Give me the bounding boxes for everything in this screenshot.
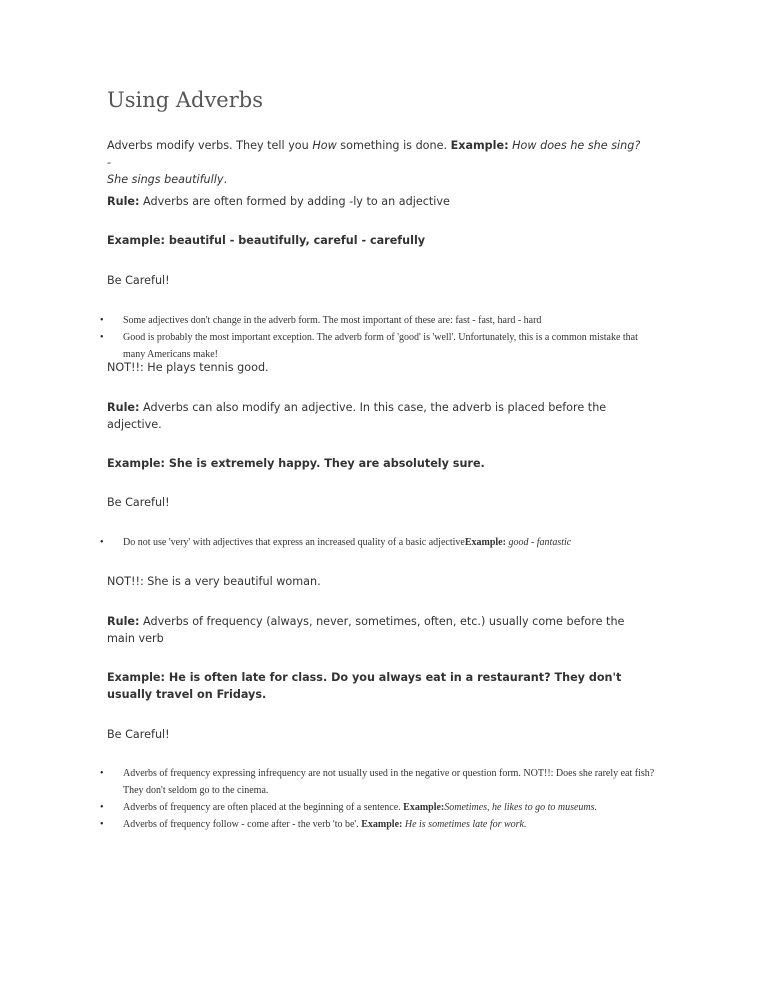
rule-1-label: Rule: bbox=[107, 195, 140, 208]
rule-3-label: Rule: bbox=[107, 615, 140, 628]
intro-paragraph bbox=[107, 137, 647, 188]
list-item-text: Good is probably the most important exception. The adverb form of 'good' is 'well'. Unfortunately, this is a common mistake that many Americans make! bbox=[123, 332, 638, 360]
careful-list-2 bbox=[0, 534, 660, 551]
page-title: Using Adverbs bbox=[107, 88, 263, 112]
list-item-text: Adverbs of frequency are often placed at the beginning of a sentence. bbox=[123, 802, 404, 813]
list-item bbox=[0, 312, 660, 329]
list-item-example-text: Sometimes, he likes to go to museums. bbox=[444, 802, 598, 813]
list-item-text: Do not use 'very' with adjectives that express an increased quality of a basic adjective bbox=[123, 537, 465, 548]
list-item-example-text: He is sometimes late for work. bbox=[402, 819, 527, 830]
bullet-icon: • bbox=[100, 802, 104, 813]
be-careful-1: Be Careful! bbox=[107, 274, 170, 287]
intro-period: . bbox=[223, 173, 227, 186]
list-item-example-label: Example: bbox=[361, 819, 403, 830]
not-example-1: NOT!!: He plays tennis good. bbox=[107, 361, 269, 374]
list-item bbox=[0, 816, 660, 833]
example-1: Example: beautiful - beautifully, careful - carefully bbox=[107, 234, 426, 247]
intro-text: Adverbs modify verbs. They tell you bbox=[107, 139, 313, 152]
not-example-2: NOT!!: She is a very beautiful woman. bbox=[107, 575, 321, 588]
list-item-example-text: good - fantastic bbox=[505, 537, 572, 548]
rule-2-text: Adverbs can also modify an adjective. In this case, the adverb is placed before the adjective. bbox=[107, 401, 607, 431]
bullet-icon: • bbox=[100, 332, 104, 343]
list-item bbox=[0, 534, 660, 551]
bullet-icon: • bbox=[100, 315, 104, 326]
example-3: Example: He is often late for class. Do you always eat in a restaurant? They don't usually travel on Fridays. bbox=[107, 671, 622, 701]
list-item bbox=[0, 329, 660, 363]
rule-2-label: Rule: bbox=[107, 401, 140, 414]
careful-list-3 bbox=[0, 765, 660, 833]
list-item bbox=[0, 799, 660, 816]
be-careful-2: Be Careful! bbox=[107, 496, 170, 509]
be-careful-3: Be Careful! bbox=[107, 728, 170, 741]
rule-1-text: Adverbs are often formed by adding -ly to an adjective bbox=[139, 195, 450, 208]
bullet-icon: • bbox=[100, 537, 104, 548]
intro-text-2: something is done. bbox=[336, 139, 451, 152]
intro-example-line1: How does he she sing? - bbox=[107, 139, 641, 169]
list-item-text: Adverbs of frequency expressing infrequency are not usually used in the negative or question form. NOT!!: Does she rarely eat fish? They don't seldom go to the cinema. bbox=[123, 768, 655, 796]
rule-3 bbox=[107, 613, 647, 647]
example-2: Example: She is extremely happy. They are absolutely sure. bbox=[107, 457, 485, 470]
intro-example-label: Example: bbox=[450, 139, 509, 152]
list-item-text: Some adjectives don't change in the adverb form. The most important of these are: fast - fast, hard - hard bbox=[123, 315, 542, 326]
list-item bbox=[0, 765, 660, 799]
intro-how: How bbox=[312, 139, 337, 152]
rule-1 bbox=[107, 193, 647, 210]
list-item-example-label: Example: bbox=[464, 537, 506, 548]
bullet-icon: • bbox=[100, 819, 104, 830]
bullet-icon: • bbox=[100, 768, 104, 779]
list-item-text: Adverbs of frequency follow - come after - the verb 'to be'. bbox=[123, 819, 362, 830]
rule-2 bbox=[107, 399, 647, 433]
careful-list-1 bbox=[0, 312, 660, 363]
rule-3-text: Adverbs of frequency (always, never, sometimes, often, etc.) usually come before the main verb bbox=[107, 615, 625, 645]
list-item-example-label: Example: bbox=[403, 802, 445, 813]
intro-example-line2: She sings beautifully bbox=[107, 173, 224, 186]
